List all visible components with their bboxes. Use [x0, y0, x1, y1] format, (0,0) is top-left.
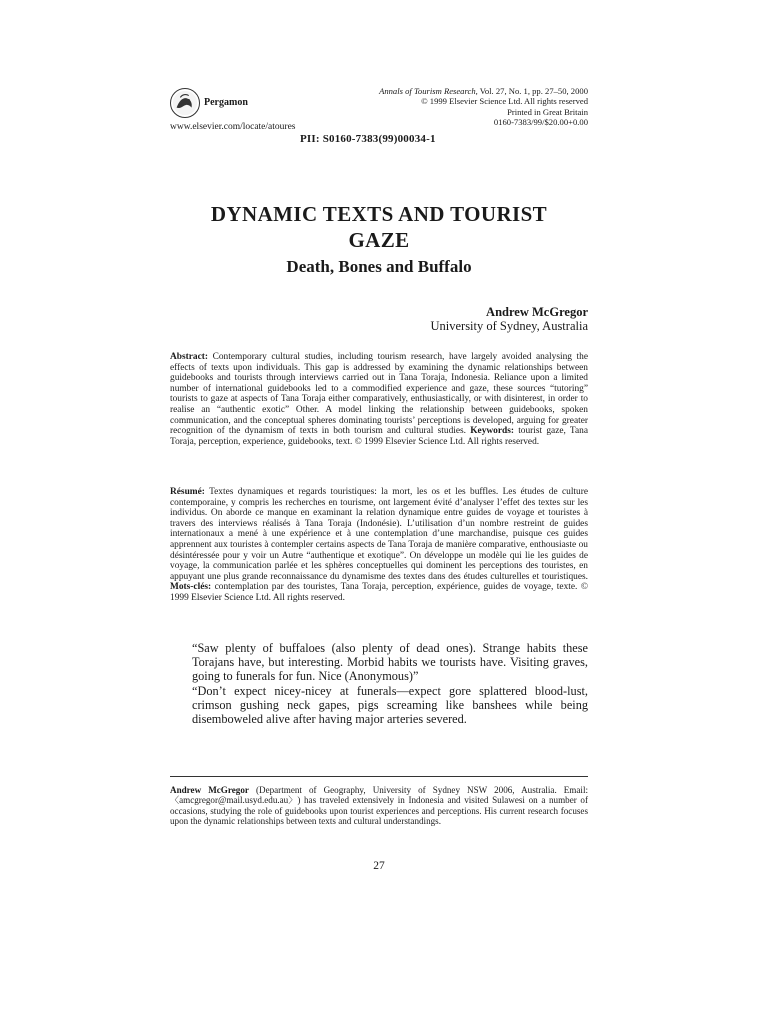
epigraph [192, 641, 588, 726]
epigraph-quote-1: “Saw plenty of buffaloes (also plenty of dead ones). Strange habits these Torajans have, but interesting. Morbid habits we tourists have. Visiting graves, going to funerals for fun. Nice (Anonymous)” [192, 641, 588, 684]
article-subtitle: Death, Bones and Buffalo [286, 257, 472, 276]
article-title-line-1: DYNAMIC TEXTS AND TOURIST [210, 202, 548, 226]
author-name: Andrew McGregor [486, 305, 588, 319]
abstract-label: Abstract: [170, 352, 209, 362]
page-number: 27 [373, 860, 385, 872]
publisher-logo-icon [170, 88, 200, 118]
footnote-text: (Department of Geography, University of Sydney NSW 2006, Australia. Email: 〈amcgregor@mail.usyd.edu.au〉) has traveled extensively in Indonesia and visited Sulawesi on a number of occasions, studying the role of guidebooks upon tourist experiences and perceptions. His current research focuses upon the dynamic relationships between texts and cultural understandings. [170, 785, 588, 827]
volume-info: , Vol. 27, No. 1, pp. 27–50, 2000 [475, 86, 588, 96]
citation-line [379, 86, 588, 96]
copyright-line: © 1999 Elsevier Science Ltd. All rights reserved [421, 96, 588, 107]
journal-url[interactable]: www.elsevier.com/locate/atoures [170, 122, 296, 132]
mots-cles-label: Mots-clés: [170, 582, 212, 593]
publisher-name: Pergamon [204, 97, 248, 108]
printed-line: Printed in Great Britain [507, 106, 588, 117]
pii-identifier: PII: S0160-7383(99)00034-1 [300, 133, 436, 145]
abstract-text: Contemporary cultural studies, including tourism research, have largely avoided analysing the effects of texts upon individuals. This gap is addressed by examining the dynamic relationships between guidebooks and tourists through interviews carried out in Tana Toraja, Indonesia. Reliance upon a limited number of international guidebooks led to a commodified experience and gaze, these sources “tutoring” tourists to gaze at aspects of Tana Toraja either comparatively, enthusiastically, or with disinterest, in order to realise an “authentic exotic” Other. A model linking the relationship between guidebooks, spoken communication, and the conceptual spheres dominating tourists’ perceptions is developed, arguing for greater recognition of the dynamism of texts in both tourism and cultural studies. [170, 352, 588, 437]
resume-text: Textes dynamiques et regards touristiques: la mort, les os et les buffles. Les études de culture contemporaine, y compris les recherches en tourisme, ont largement évité d’analyser l’effet des textes sur les individus. On aborde ce manque en examinant la relation dynamique entre guides de voyage et touristes à travers des interviews réalisés à Tana Toraja (Indonésie). L’utilisation d’un nombre restreint de guides internationaux a mené à une expérience et à une contemplation d’une marchandise, puisque ces guides apprennent aux touristes à contempler certains aspects de Tana Toraja de manière comparative, enthousiaste ou désintéressée pour y voir un Autre “authentique et exotique”. On développe un modèle qui lie les guides de voyage, la communication parlée et les sphères conceptuelles qui dominent les perceptions des touristes, en appuyant une plus grande reconnaissance du dynamisme des textes dans des études culturelles et touristiques. [170, 487, 588, 582]
epigraph-quote-2: “Don’t expect nicey-nicey at funerals—expect gore splattered blood-lust, crimson gushing neck gapes, pigs screaming like banshees while being disemboweled alive after having major arteries severed. [192, 683, 588, 727]
footnote-divider [170, 776, 588, 777]
resume [170, 487, 588, 604]
keywords-text: tourist gaze, Tana Toraja, perception, experience, guidebooks, text. © 1999 Elsevier Science Ltd. All rights reserved. [170, 426, 589, 447]
author-footnote [170, 785, 588, 827]
footnote-author-name: Andrew McGregor [170, 785, 249, 795]
author-affiliation: University of Sydney, Australia [430, 319, 588, 333]
mots-cles-text: contemplation par des touristes, Tana Toraja, perception, expérience, guides de voyage, texte. © 1999 Elsevier Science Ltd. All rights reserved. [170, 582, 588, 603]
resume-label: Résumé: [170, 487, 205, 497]
journal-name: Annals of Tourism Research [379, 86, 476, 96]
article-title-line-2: GAZE [348, 228, 410, 252]
citation-block [379, 86, 588, 128]
abstract [170, 352, 588, 447]
issn-line: 0160-7383/99/$20.00+0.00 [493, 117, 588, 128]
keywords-label: Keywords: [470, 426, 514, 437]
